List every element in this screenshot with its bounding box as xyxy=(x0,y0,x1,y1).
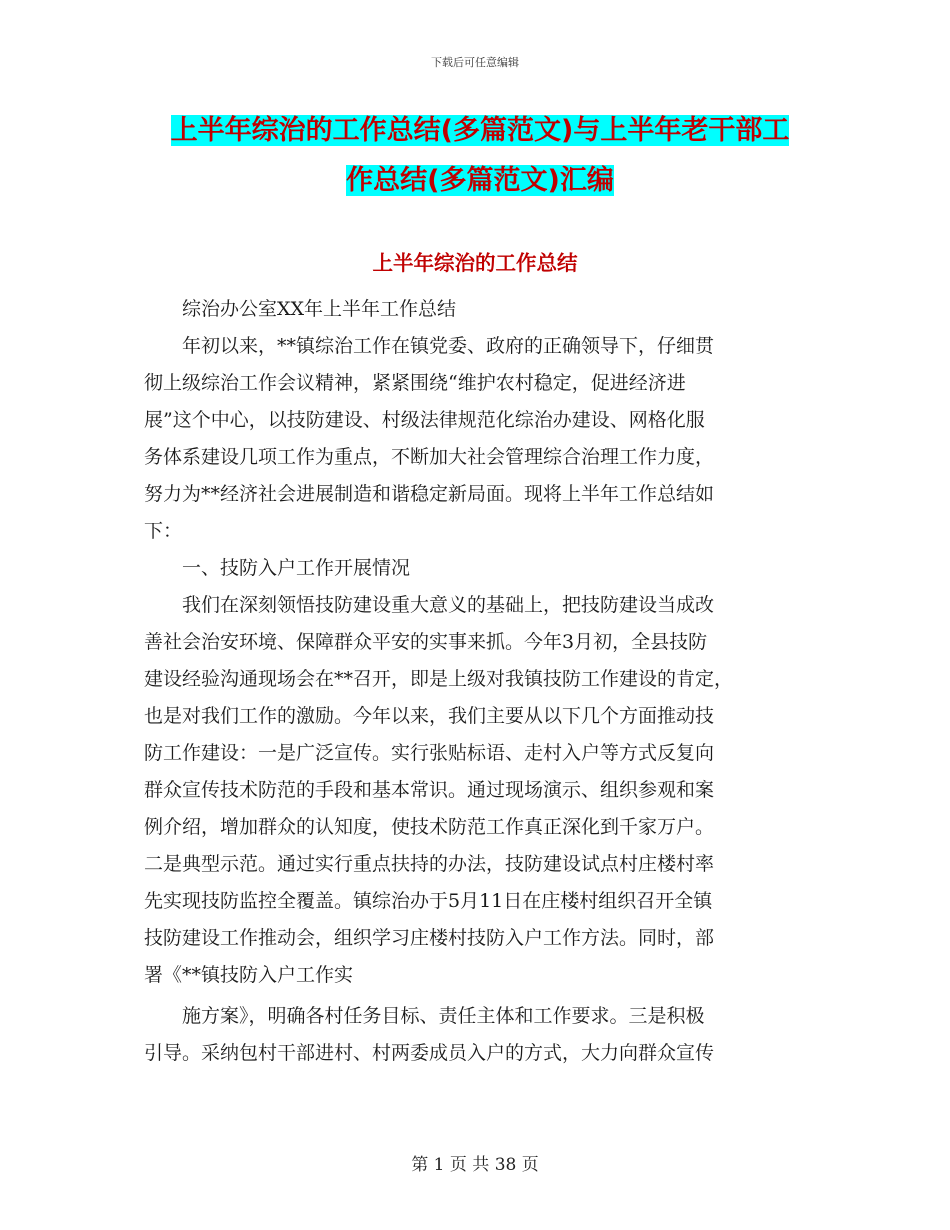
page-number-footer: 第 1 页 共 38 页 xyxy=(411,1155,539,1175)
body-line: 努力为**经济社会进展制造和谐稳定新局面。现将上半年工作总结如 xyxy=(144,483,715,505)
body-line: 善社会治安环境、保障群众平安的实事来抓。今年3月初，全县技防 xyxy=(144,631,708,653)
body-line: 引导。采纳包村干部进村、村两委成员入户的方式，大力向群众宣传 xyxy=(144,1042,715,1064)
section-title: 上半年综治的工作总结 xyxy=(372,251,578,275)
body-line: 一、技防入户工作开展情况 xyxy=(144,557,411,579)
body-line: 综治办公室XX年上半年工作总结 xyxy=(144,298,457,320)
body-line: 群众宣传技术防范的手段和基本常识。通过现场演示、组织参观和案 xyxy=(144,779,715,801)
title-line-2: 作总结(多篇范文)汇编 xyxy=(346,165,614,196)
body-line: 防工作建设：一是广泛宣传。实行张贴标语、走村入户等方式反复向 xyxy=(144,742,715,764)
header-note: 下载后可任意编辑 xyxy=(431,56,519,69)
body-line: 下： xyxy=(144,520,183,542)
body-line: 施方案》，明确各村任务目标、责任主体和工作要求。三是积极 xyxy=(144,1005,705,1027)
document-title xyxy=(100,106,860,206)
body-line: 先实现技防监控全覆盖。镇综治办于5月11日在庄楼村组织召开全镇 xyxy=(144,890,713,912)
body-line: 例介绍，增加群众的认知度，使技术防范工作真正深化到千家万户。 xyxy=(144,816,715,838)
body-line: 署《**镇技防入户工作实 xyxy=(144,964,354,986)
body-line: 也是对我们工作的激励。今年以来，我们主要从以下几个方面推动技 xyxy=(144,705,715,727)
body-line: 彻上级综治工作会议精神，紧紧围绕“维护农村稳定，促进经济进 xyxy=(144,372,686,394)
body-line: 建设经验沟通现场会在**召开，即是上级对我镇技防工作建设的肯定， xyxy=(144,668,734,690)
body-line: 务体系建设几项工作为重点，不断加大社会管理综合治理工作力度， xyxy=(144,446,715,468)
body-line: 展”这个中心，以技防建设、村级法律规范化综治办建设、网格化服 xyxy=(144,409,705,431)
body-line: 年初以来，**镇综治工作在镇党委、政府的正确领导下，仔细贯 xyxy=(144,335,715,357)
title-line-1: 上半年综治的工作总结(多篇范文)与上半年老干部工 xyxy=(170,115,790,146)
body-line: 我们在深刻领悟技防建设重大意义的基础上，把技防建设当成改 xyxy=(144,594,715,616)
body-line: 二是典型示范。通过实行重点扶持的办法，技防建设试点村庄楼村率 xyxy=(144,853,715,875)
body-line: 技防建设工作推动会，组织学习庄楼村技防入户工作方法。同时，部 xyxy=(144,927,715,949)
